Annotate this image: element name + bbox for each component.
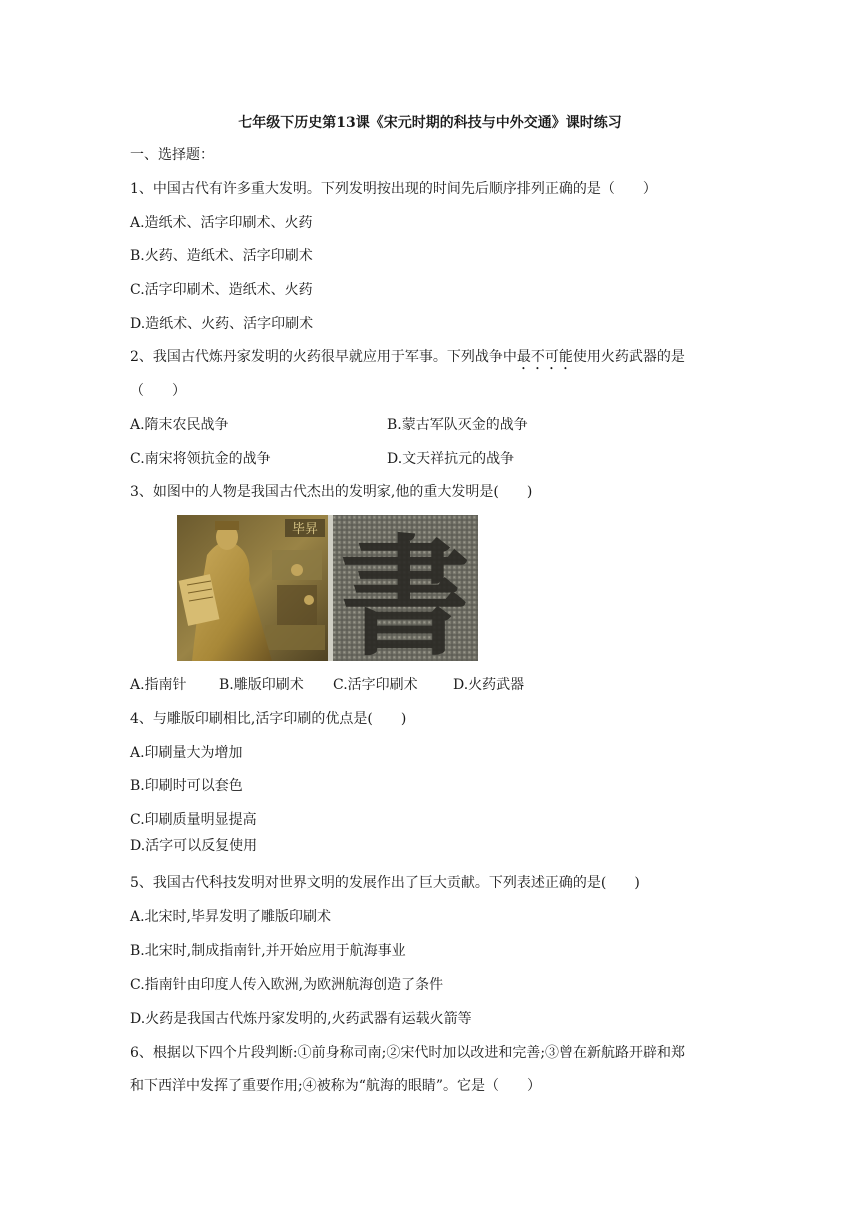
q6-stem-line1: 6、根据以下四个片段判断:①前身称司南;②宋代时加以改进和完善;③曾在新航路开辟和郑 (130, 1045, 686, 1061)
section-heading: 一、选择题： (130, 147, 214, 163)
q3-stem: 3、如图中的人物是我国古代杰出的发明家,他的重大发明是( ) (130, 484, 533, 500)
q3-options (130, 675, 524, 695)
q1-option-a: A.造纸术、活字印刷术、火药 (130, 215, 313, 231)
q1-option-b: B.火药、造纸术、活字印刷术 (130, 248, 313, 264)
q5-option-d: D.火药是我国古代炼丹家发明的,火药武器有运载火箭等 (130, 1011, 472, 1027)
bi-sheng-medal-image (177, 515, 478, 661)
q3-option-b: B.雕版印刷术 (219, 677, 304, 693)
q5-stem: 5、我国古代科技发明对世界文明的发展作出了巨大贡献。下列表述正确的是( ) (130, 875, 640, 891)
q5-option-c: C.指南针由印度人传入欧洲,为欧洲航海创造了条件 (130, 977, 444, 993)
q3-option-a: A.指南针 (130, 677, 187, 693)
q4-option-a: A.印刷量大为增加 (130, 745, 243, 761)
figure-glyph: 書 (339, 521, 471, 661)
q3-option-c: C.活字印刷术 (333, 677, 418, 693)
q2-stem-part1: 2、我国古代炼丹家发明的火药很早就应用于军事。下列战争中 (130, 349, 517, 365)
q4-option-b: B.印刷时可以套色 (130, 778, 243, 794)
q2-stem-part2: 使用火药武器的是 (572, 349, 685, 365)
q4-option-c: C.印刷质量明显提高 (130, 812, 257, 828)
page-title: 七年级下历史第13课《宋元时期的科技与中外交通》课时练习 (238, 115, 622, 131)
q5-option-a: A.北宋时,毕昇发明了雕版印刷术 (130, 909, 332, 925)
q5-option-b: B.北宋时,制成指南针,并开始应用于航海事业 (130, 943, 406, 959)
figure-label: 毕昇 (291, 522, 319, 537)
q2-stem-answer-blank: （ ） (130, 383, 186, 399)
q3-option-d: D.火药武器 (453, 677, 525, 693)
q2-option-a: A.隋末农民战争 (130, 417, 229, 433)
q1-option-d: D.造纸术、火药、活字印刷术 (130, 316, 314, 332)
q2-option-d: D.文天祥抗元的战争 (387, 451, 515, 467)
q2-stem-emphasis: 最不可能 (516, 349, 573, 365)
q4-option-d: D.活字可以反复使用 (130, 838, 258, 854)
q2-option-b: B.蒙古军队灭金的战争 (387, 417, 528, 433)
q1-stem: 1、中国古代有许多重大发明。下列发明按出现的时间先后顺序排列正确的是（ ） (130, 181, 657, 197)
q6-stem-line2: 和下西洋中发挥了重要作用;④被称为“航海的眼睛”。它是（ ） (130, 1078, 542, 1094)
q1-option-c: C.活字印刷术、造纸术、火药 (130, 282, 313, 298)
q4-stem: 4、与雕版印刷相比,活字印刷的优点是( ) (130, 711, 407, 727)
q2-stem (130, 347, 685, 373)
q2-option-c: C.南宋将领抗金的战争 (130, 451, 271, 467)
